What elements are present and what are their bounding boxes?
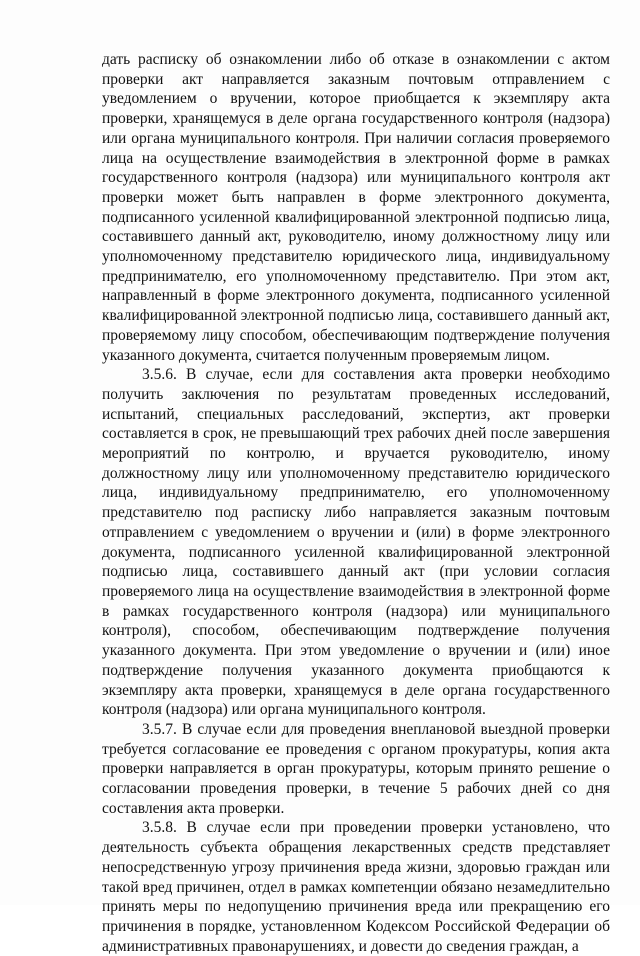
- document-body: [102, 50, 610, 956]
- paragraph-3-5-8: 3.5.8. В случае если при проведении проверки установлено, что деятельность субъекта обращения лекарственных средств представляет непосредственную угрозу причинения вреда жизни, здоровью граждан или такой вред причинен, отдел в рамках компетенции обязано незамедлительно принять меры по недопущению причинения вреда или прекращению его причинения в порядке, установленном Кодексом Российской Федерации об административных правонарушениях, и довести до сведения граждан, а: [102, 819, 610, 955]
- paragraph-3-5-6: 3.5.6. В случае, если для составления акта проверки необходимо получить заключения по результатам проведенных исследований, испытаний, специальных расследований, экспертиз, акт проверки составляется в срок, не превышающий трех рабочих дней после завершения мероприятий по контролю, и вручается руководителю, иному должностному лицу или уполномоченному представителю юридического лица, индивидуальному предпринимателю, его уполномоченному представителю под расписку либо направляется заказным почтовым отправлением с уведомлением о вручении и (или) в форме электронного документа, подписанного усиленной квалифицированной электронной подписью лица, составившего данный акт (при условии согласия проверяемого лица на осуществление взаимодействия в электронной форме в рамках государственного контроля (надзора) или муниципального контроля), способом, обеспечивающим подтверждение получения указанного документа. При этом уведомление о вручении и (или) иное подтверждение получения указанного документа приобщаются к экземпляру акта проверки, хранящемуся в деле органа государственного контроля (надзора) или органа муниципального контроля.: [102, 366, 610, 719]
- paragraph-continuation: дать расписку об ознакомлении либо об отказе в ознакомлении с актом проверки акт направляется заказным почтовым отправлением с уведомлением о вручении, которое приобщается к экземпляру акта проверки, хранящемуся в деле органа государственного контроля (надзора) или органа муниципального контроля. При наличии согласия проверяемого лица на осуществление взаимодействия в электронной форме в рамках государственного контроля (надзора) или муниципального контроля акт проверки может быть направлен в форме электронного документа, подписанного усиленной квалифицированной электронной подписью лица, составившего данный акт, руководителю, иному должностному лицу или уполномоченному представителю юридического лица, индивидуальному предпринимателю, его уполномоченному представителю. При этом акт, направленный в форме электронного документа, подписанного усиленной квалифицированной электронной подписью лица, составившего данный акт, проверяемому лицу способом, обеспечивающим подтверждение получения указанного документа, считается полученным проверяемым лицом.: [102, 51, 610, 364]
- paragraph-3-5-7: 3.5.7. В случае если для проведения внеплановой выездной проверки требуется согласование ее проведения с органом прокуратуры, копия акта проверки направляется в орган прокуратуры, которым принято решение о согласовании проведения проверки, в течение 5 рабочих дней со дня составления акта проверки.: [102, 720, 610, 817]
